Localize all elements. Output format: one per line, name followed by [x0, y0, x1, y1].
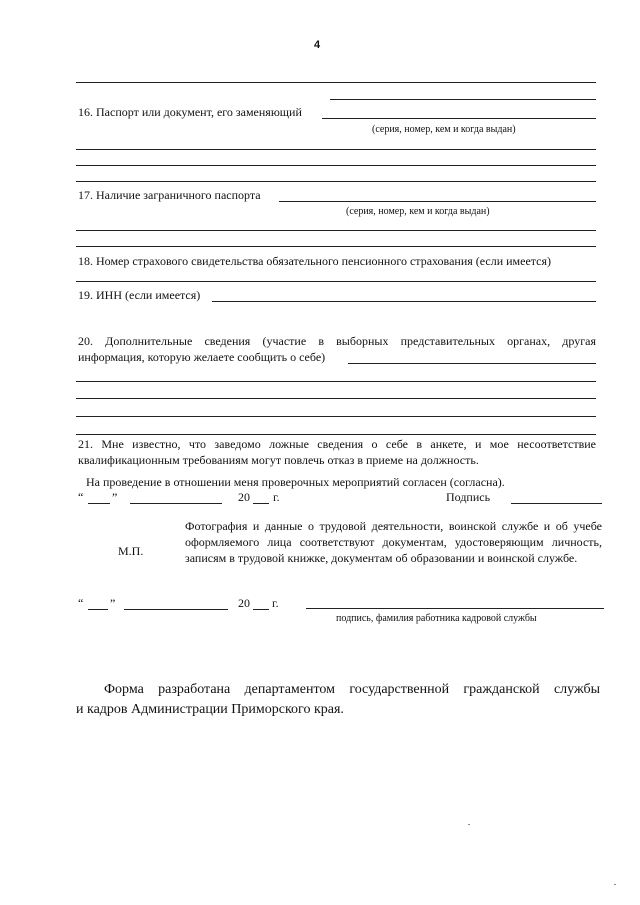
additional-info-line1: 20. Дополнительные сведения (участие в выборных представительных органах, другая	[78, 334, 596, 348]
blank-line[interactable]	[76, 246, 596, 247]
foreign-passport-input-line[interactable]	[279, 201, 596, 202]
consent-month-line[interactable]	[130, 503, 222, 504]
consent-text: На проведение в отношении меня проверочных мероприятий согласен (согласна).	[86, 475, 505, 489]
consent-year-line[interactable]	[253, 503, 269, 504]
insurance-label: 18. Номер страхового свидетельства обязательного пенсионного страхования (если имеется)	[78, 254, 552, 268]
passport-input-line[interactable]	[322, 118, 596, 119]
insurance-input-line[interactable]	[76, 281, 596, 282]
stamp-statement: Фотография и данные о трудовой деятельности, воинской службе и об учебе оформляемого лица соответствуют документам, удостоверяющим личность, записям в трудовой книжке, документам об образовании и воинской службе.	[185, 519, 602, 565]
scan-speck	[614, 884, 616, 885]
hr-year-suffix: г.	[272, 596, 279, 610]
footer-line2: и кадров Администрации Приморского края.	[76, 702, 344, 717]
blank-line[interactable]	[76, 416, 596, 417]
inn-input-line[interactable]	[212, 301, 596, 302]
acknowledgement-line1: 21. Мне известно, что заведомо ложные сведения о себе в анкете, и мое несоответствие	[78, 437, 596, 451]
consent-year-prefix: 20	[238, 490, 250, 504]
consent-quote-open: “	[78, 490, 84, 504]
blank-line[interactable]	[76, 149, 596, 150]
stamp-mp-label: М.П.	[118, 544, 144, 558]
consent-day-line[interactable]	[88, 503, 110, 504]
hr-signature-caption: подпись, фамилия работника кадровой службы	[336, 613, 537, 624]
additional-info-label	[78, 333, 596, 349]
blank-line[interactable]	[76, 381, 596, 382]
blank-line[interactable]	[76, 434, 596, 435]
scan-speck	[468, 824, 470, 825]
foreign-passport-label: 17. Наличие заграничного паспорта	[78, 188, 261, 202]
hr-year-line[interactable]	[253, 609, 269, 610]
foreign-passport-hint: (серия, номер, кем и когда выдан)	[346, 206, 490, 217]
hr-quote-open: “	[78, 596, 84, 610]
blank-line[interactable]	[76, 165, 596, 166]
hr-month-line[interactable]	[124, 609, 228, 610]
blank-line[interactable]	[76, 230, 596, 231]
passport-hint: (серия, номер, кем и когда выдан)	[372, 124, 516, 135]
blank-line[interactable]	[76, 181, 596, 182]
signature-line[interactable]	[511, 503, 602, 504]
blank-line[interactable]	[76, 82, 596, 83]
additional-info-line2: информация, которую желаете сообщить о себе)	[78, 350, 326, 364]
hr-year-prefix: 20	[238, 596, 250, 610]
footer-line1: Форма разработана департаментом государственной гражданской службы	[104, 682, 600, 697]
signature-label: Подпись	[446, 490, 491, 504]
acknowledgement-line1-wrap	[78, 436, 596, 452]
passport-label: 16. Паспорт или документ, его заменяющий	[78, 105, 302, 119]
hr-quote-close: ”	[110, 596, 116, 610]
acknowledgement-line2: квалификационным требованиям могут повлечь отказ в приеме на должность.	[78, 453, 479, 467]
consent-year-suffix: г.	[273, 490, 280, 504]
blank-line[interactable]	[330, 99, 596, 100]
hr-day-line[interactable]	[88, 609, 108, 610]
consent-quote-close: ”	[112, 490, 118, 504]
page-number: 4	[314, 39, 321, 51]
additional-info-input-line[interactable]	[348, 363, 596, 364]
hr-signature-line[interactable]	[306, 608, 604, 609]
inn-label: 19. ИНН (если имеется)	[78, 288, 201, 302]
blank-line[interactable]	[76, 398, 596, 399]
